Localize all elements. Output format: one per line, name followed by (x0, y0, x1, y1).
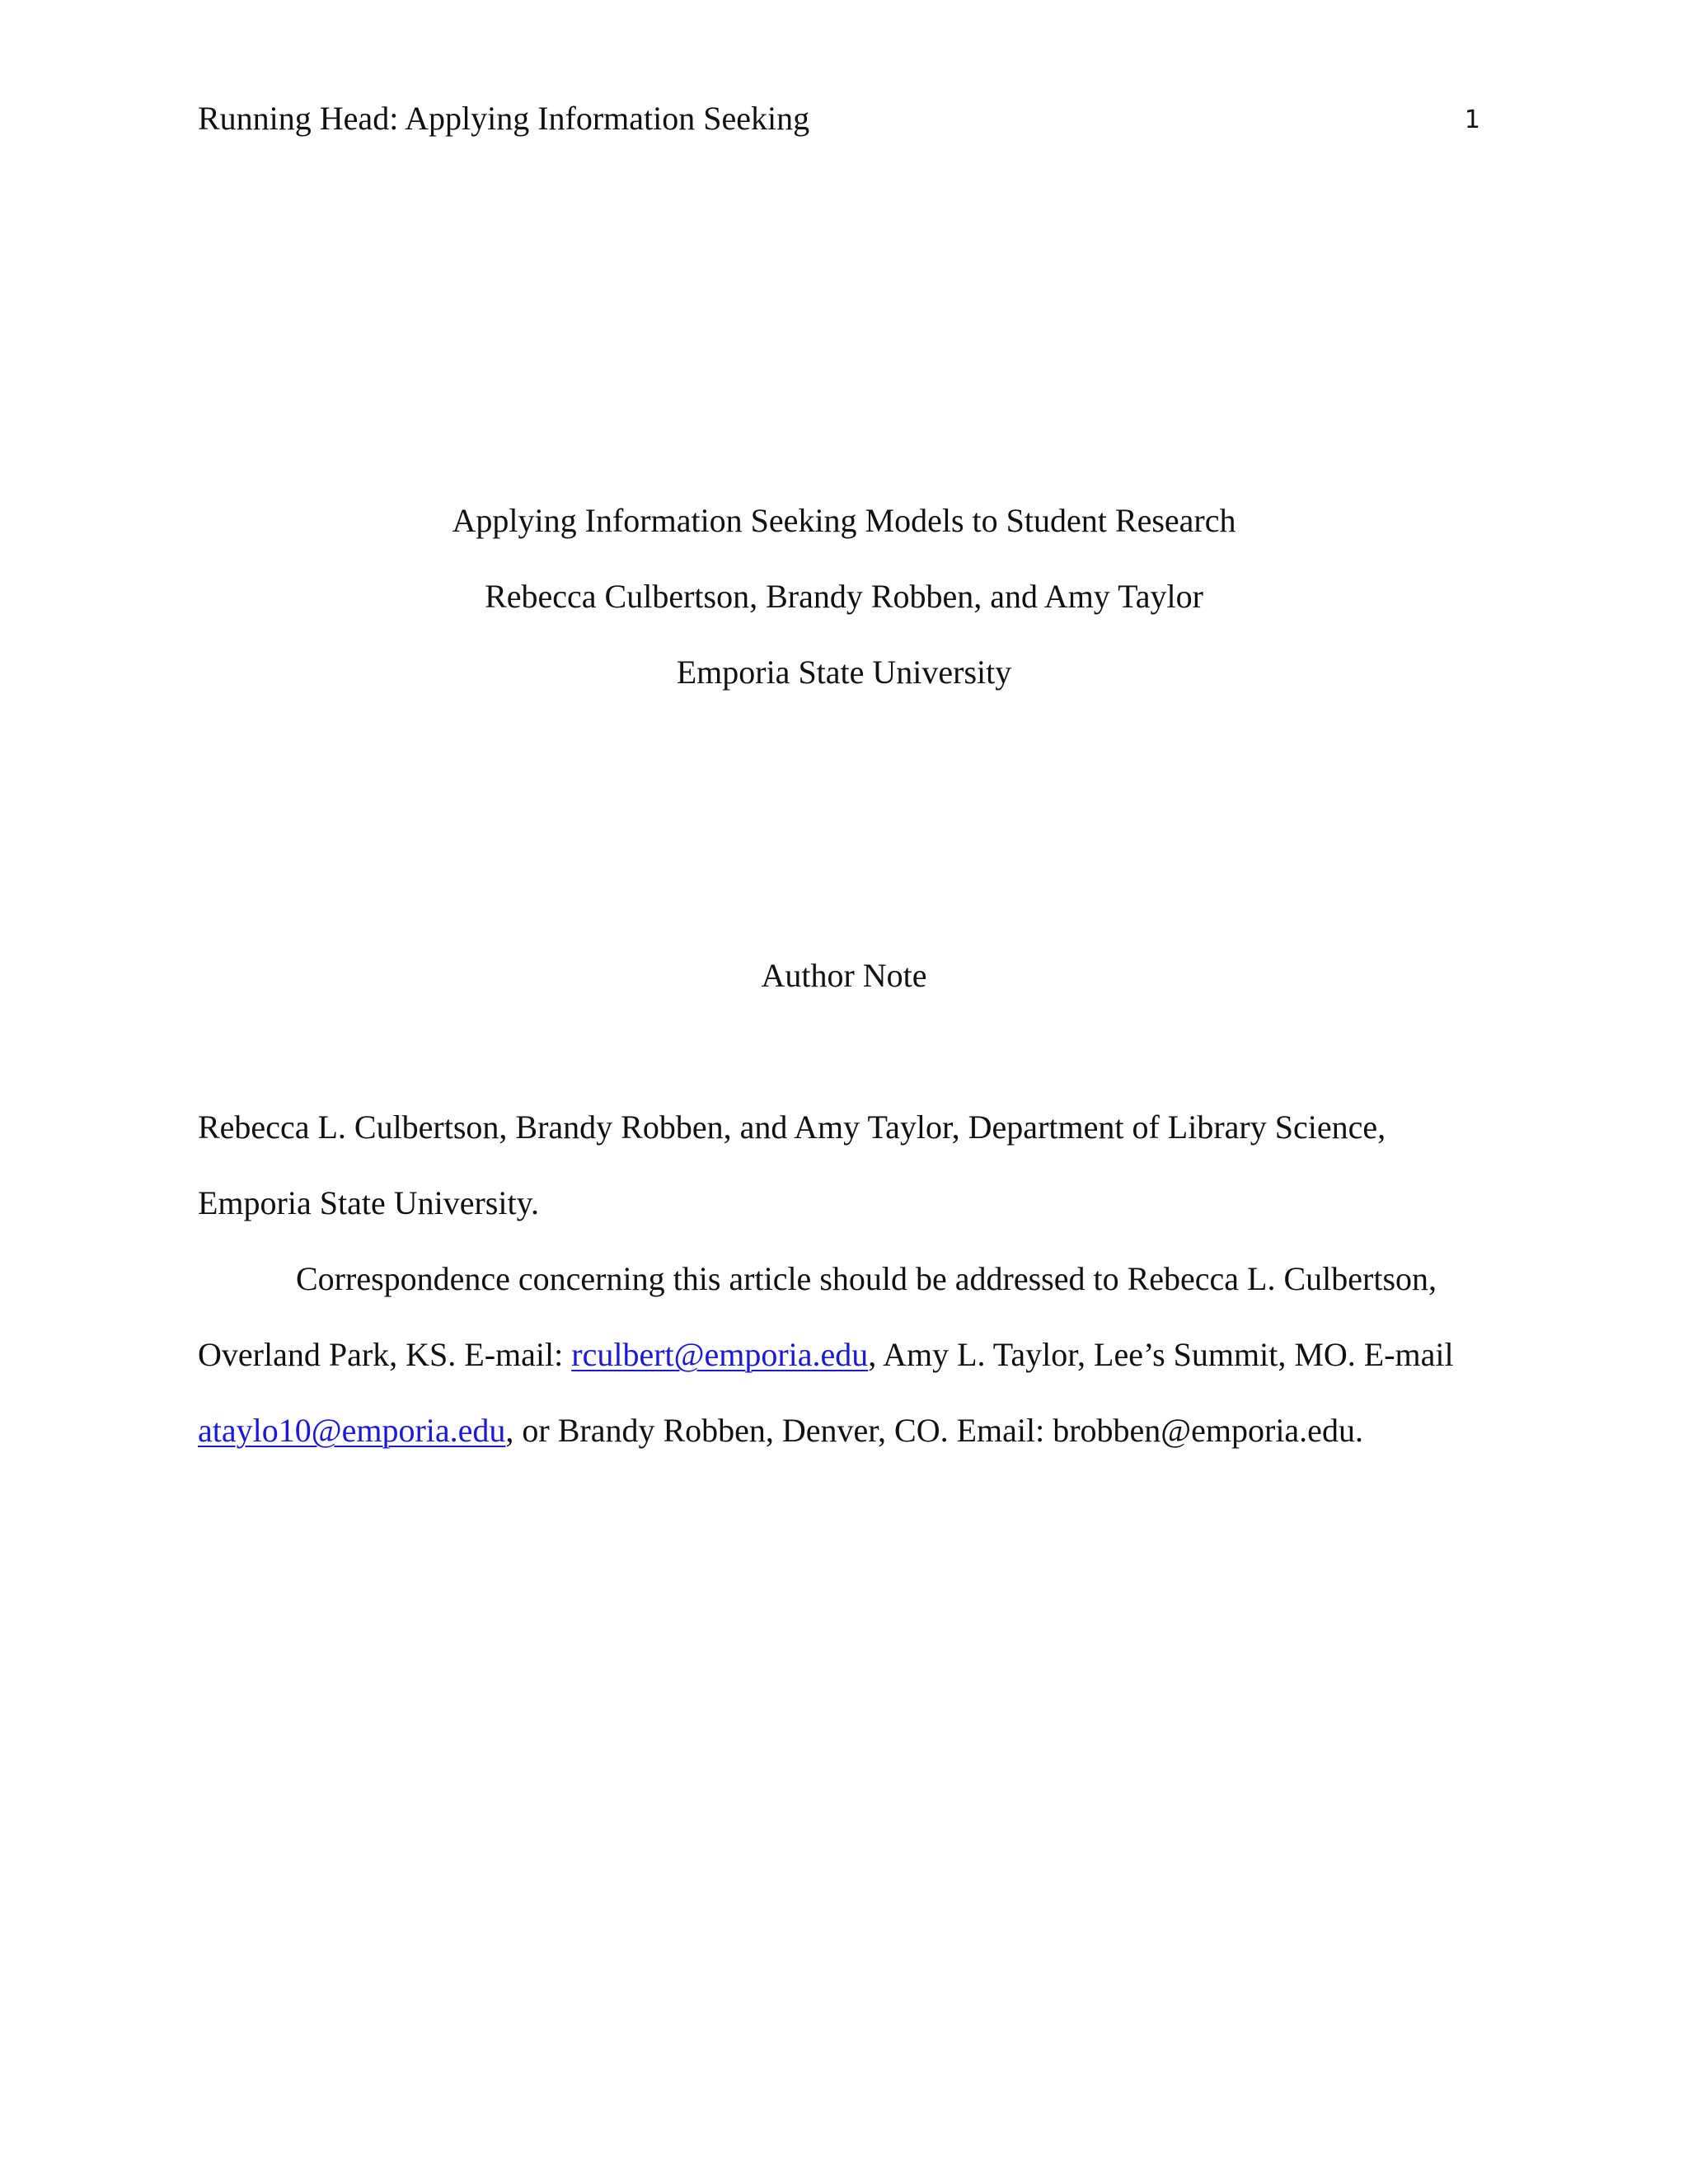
institution-affiliation: Emporia State University (676, 654, 1012, 691)
author-note-affiliation-line-1: Rebecca L. Culbertson, Brandy Robben, and Amy Taylor, Department of Library Science, (198, 1108, 1386, 1146)
email-link-taylor[interactable]: ataylo10@emporia.edu (198, 1412, 506, 1449)
correspondence-line-2 (198, 1332, 1454, 1378)
correspondence-line-2-prefix: Overland Park, KS. E-mail: (198, 1336, 572, 1373)
page-number: 1 (1464, 105, 1480, 134)
paper-title: Applying Information Seeking Models to Student Research (452, 502, 1236, 539)
correspondence-line-1: Correspondence concerning this article should be addressed to Rebecca L. Culbertson, (296, 1260, 1437, 1297)
author-note-heading: Author Note (761, 957, 927, 994)
running-head: Running Head: Applying Information Seeking (198, 100, 810, 137)
email-link-culbertson[interactable]: rculbert@emporia.edu (571, 1336, 869, 1373)
correspondence-line-3 (198, 1408, 1363, 1454)
correspondence-line-2-suffix: , Amy L. Taylor, Lee’s Summit, MO. E-mail (868, 1336, 1454, 1373)
author-note-affiliation-line-2: Emporia State University. (198, 1184, 539, 1221)
author-list: Rebecca Culbertson, Brandy Robben, and Amy Taylor (485, 578, 1203, 615)
correspondence-line-3-suffix: , or Brandy Robben, Denver, CO. Email: brobben@emporia.edu. (505, 1412, 1363, 1449)
